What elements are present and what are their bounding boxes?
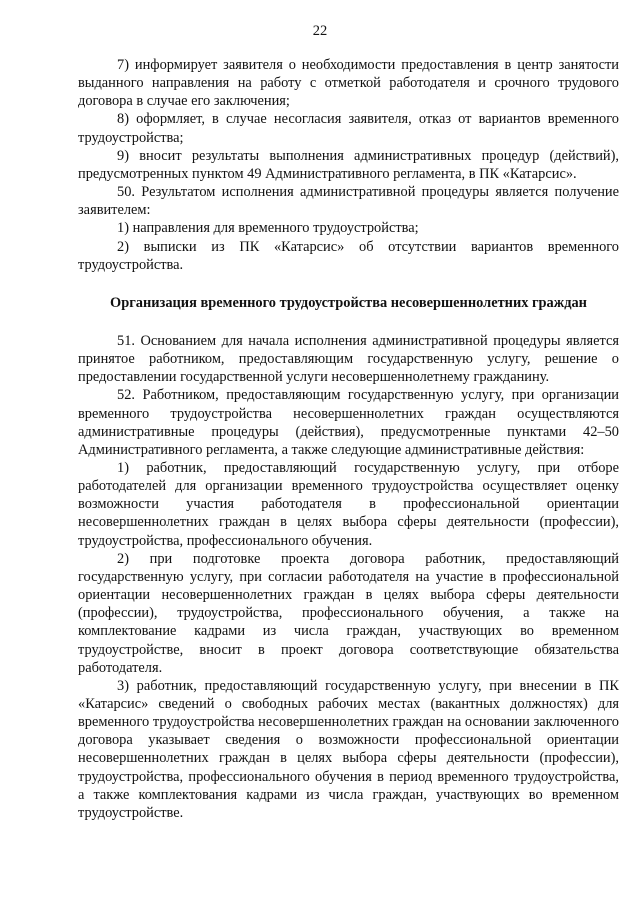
page-number: 22 (312, 23, 328, 39)
page-content (78, 56, 619, 822)
paragraph-51-basis: 51. Основанием для начала исполнения административной процедуры является принятое работником, предоставляющим государственную услугу, решение о предоставлении государственной услуги несовершеннолетнему гражданину. (78, 332, 619, 386)
action-item-2-contract-draft: 2) при подготовке проекта договора работник, предоставляющий государственную услугу, при согласии работодателя на участие в профессиональной ориентации несовершеннолетних граждан в целях выбора сферы деятельности (профессии), трудоустройства, профессионального обучения, а также на комплектование кадрами из числа граждан, участвующих во временном трудоустройстве, вносит в проект договора соответствующие обязательства работодателя. (78, 550, 619, 676)
section-heading: Организация временного трудоустройства несовершеннолетних граждан (110, 294, 587, 311)
action-item-1-employer-selection: 1) работник, предоставляющий государственную услугу, при отборе работодателей для организации временного трудоустройства осуществляет оценку возможности участия работодателя в профессиональной ориентации несовершеннолетних граждан в целях выбора сферы деятельности (профессии), трудоустройства, профессионального обучения. (78, 459, 619, 549)
result-item-1-referral: 1) направления для временного трудоустройства; (117, 220, 419, 237)
action-item-3-vacancy-entry: 3) работник, предоставляющий государственную услугу, при внесении в ПК «Катарсис» сведений о свободных рабочих местах (вакантных должностях) для временного трудоустройства несовершеннолетних граждан на основании заключенного договора указывает сведения о возможности профессиональной ориентации несовершеннолетних граждан в целях выбора сферы деятельности (профессии), трудоустройства, профессионального обучения в период временного трудоустройства, а также комплектования кадрами из числа граждан, участвующих во временном трудоустройстве. (78, 677, 619, 821)
result-item-2-extract: 2) выписки из ПК «Катарсис» об отсутствии вариантов временного трудоустройства. (78, 238, 619, 273)
list-item-8-refusal: 8) оформляет, в случае несогласия заявителя, отказ от вариантов временного трудоустройства; (78, 111, 619, 146)
list-item-7-inform-applicant: 7) информирует заявителя о необходимости предоставления в центр занятости выданного направления на работу с отметкой работодателя и срочного трудового договора в случае его заключения; (78, 57, 619, 110)
list-item-9-katarsis-entry: 9) вносит результаты выполнения административных процедур (действий), предусмотренных пунктом 49 Административного регламента, в ПК «Катарсис». (78, 147, 619, 182)
paragraph-52-procedures: 52. Работником, предоставляющим государственную услугу, при организации временного трудоустройства несовершеннолетних граждан осуществляются административные процедуры (действия), предусмотренные пунктами 42–50 Административного регламента, а также следующие административные действия: (78, 387, 619, 458)
paragraph-50-result: 50. Результатом исполнения административной процедуры является получение заявителем: (78, 184, 619, 219)
